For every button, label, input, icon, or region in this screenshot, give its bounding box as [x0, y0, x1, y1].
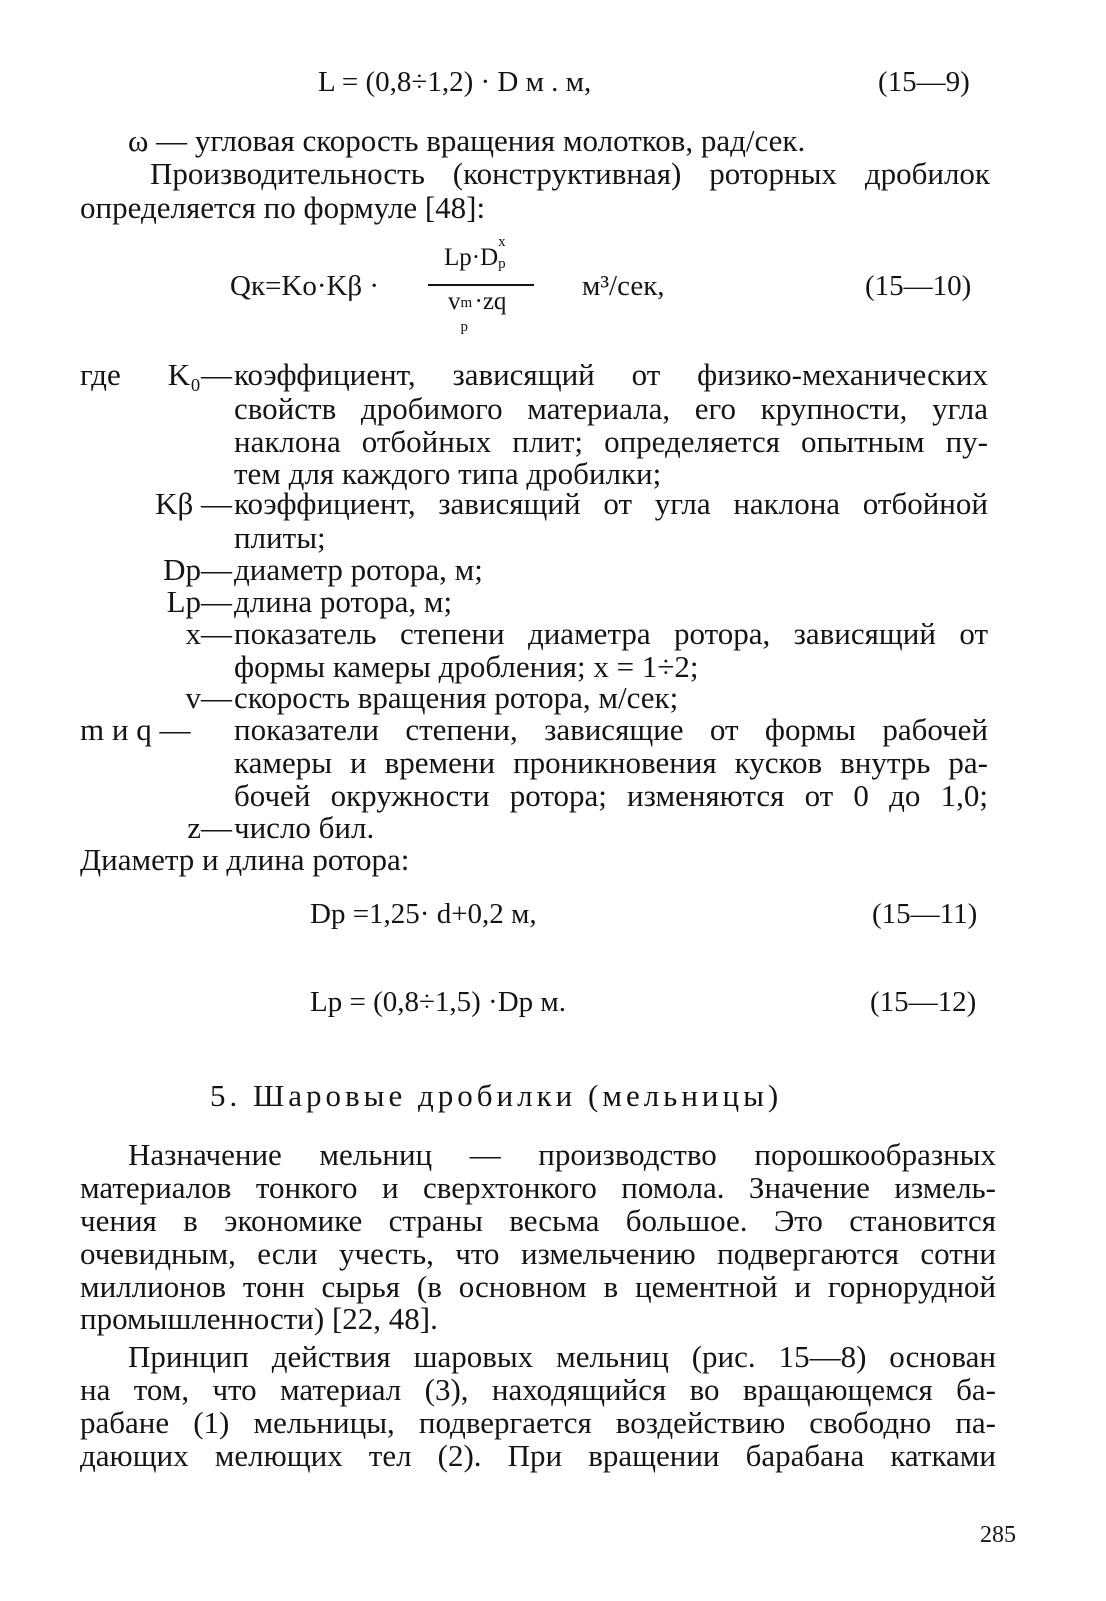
equation-number-15-11: (15—11) — [872, 898, 978, 930]
section-heading: 5. Шаровые дробилки (мельницы) — [210, 1078, 783, 1113]
fraction-denominator: v m p ·zq — [448, 288, 507, 335]
principle-line-4: дающих мелющих тел (2). При вращении барабана катками — [80, 1438, 996, 1473]
v-line-1: скорость вращения ротора, м/сек; — [234, 680, 679, 715]
principle-line-2: на том, что материал (3), находящийся во вращающемся ба- — [80, 1372, 996, 1407]
k0-line-3: наклона отбойных плит; определяется опытным пу- — [234, 424, 988, 459]
symbol-v: v— — [185, 680, 232, 715]
x-line-1: показатель степени диаметра ротора, зависящий от — [234, 616, 988, 651]
formula-15-11: Dр =1,25· d+0,2 м, — [310, 898, 537, 930]
principle-line-1: Принцип действия шаровых мельниц (рис. 15—8) основан — [128, 1339, 996, 1374]
symbol-lp: Lр— — [166, 584, 232, 619]
k0-line-4: тем для каждого типа дробилки; — [234, 456, 662, 491]
symbol-dp: Dр— — [163, 552, 232, 587]
z-line-1: число бил. — [234, 810, 375, 845]
principle-line-3: рабане (1) мельницы, подвергается воздействию свободно па- — [80, 1405, 996, 1440]
symbol-k0: K₀— — [167, 357, 232, 392]
formula-15-9: L = (0,8÷1,2) · D м . м, — [318, 66, 592, 98]
purpose-line-6: промышленности) [22, 48]. — [80, 1301, 438, 1336]
omega-definition: ω — угловая скорость вращения молотков, рад/сек. — [128, 123, 806, 158]
symbol-x: x— — [185, 616, 232, 651]
dp-line-1: диаметр ротора, м; — [234, 552, 483, 587]
purpose-line-5: миллионов тонн сырья (в основном в цементной и горнорудной — [80, 1269, 996, 1304]
mq-line-3: бочей окружности ротора; изменяются от 0 до 1,0; — [234, 778, 988, 813]
k0-line-1: коэффициент, зависящий от физико-механических — [234, 357, 988, 392]
productivity-paragraph-line-2: определяется по формуле [48]: — [80, 190, 486, 225]
purpose-line-2: материалов тонкого и сверхтонкого помола. Значение измель- — [80, 1170, 996, 1205]
k0-line-2: свойств дробимого материала, его крупности, угла — [234, 391, 988, 426]
symbol-kbeta: Kβ — — [155, 486, 232, 521]
mq-line-2: камеры и времени проникновения кусков внутрь ра- — [234, 745, 988, 780]
formula-15-12: Lр = (0,8÷1,5) ·Dр м. — [310, 986, 567, 1018]
x-line-2: формы камеры дробления; x = 1÷2; — [234, 649, 699, 684]
productivity-paragraph-line-1: Производительность (конструктивная) роторных дробилок — [150, 156, 990, 191]
kbeta-line-1: коэффициент, зависящий от угла наклона отбойной — [234, 486, 988, 521]
formula-15-10-unit: м³/сек, — [582, 270, 665, 302]
purpose-line-4: очевидным, если учесть, что измельчению подвергаются сотни — [80, 1236, 996, 1271]
formula-15-10-fraction — [420, 234, 540, 335]
lp-line-1: длина ротора, м; — [234, 584, 453, 619]
page-number: 285 — [980, 1522, 1016, 1548]
formula-15-10-lhs: Qк=Kо·Kβ · — [230, 270, 380, 302]
symbol-z: z— — [187, 810, 232, 845]
equation-number-15-9: (15—9) — [878, 66, 970, 98]
purpose-line-1: Назначение мельниц — производство порошкообразных — [128, 1137, 996, 1172]
purpose-line-3: чения в экономике страны весьма большое. Это становится — [80, 1203, 996, 1238]
fraction-numerator: Lp·D x p — [444, 234, 506, 272]
fraction-bar — [428, 284, 534, 286]
symbol-m-and-q: m и q — — [80, 712, 191, 747]
equation-number-15-12: (15—12) — [870, 986, 977, 1018]
diameter-length-label: Диаметр и длина ротора: — [80, 842, 410, 877]
where-label: где — [80, 357, 121, 392]
equation-number-15-10: (15—10) — [865, 270, 972, 302]
kbeta-line-2: плиты; — [234, 520, 326, 555]
mq-line-1: показатели степени, зависящие от формы рабочей — [234, 712, 988, 747]
